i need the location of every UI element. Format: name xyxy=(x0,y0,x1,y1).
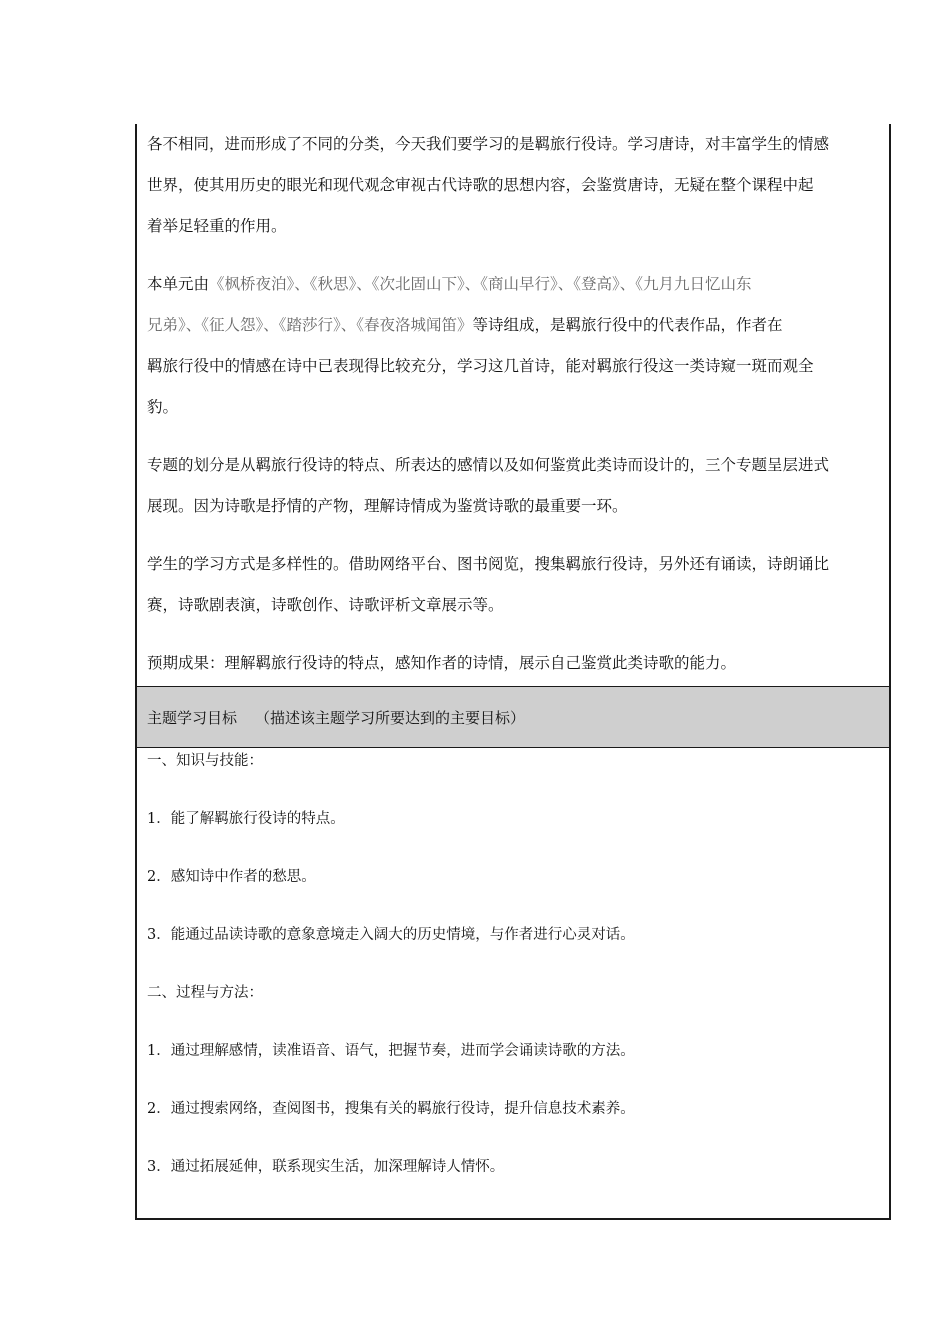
goal-item: 2．通过搜索网络，查阅图书，搜集有关的羁旅行役诗，提升信息技术素养。 xyxy=(147,1101,635,1117)
goal-item: 3．通过拓展延伸，联系现实生活，加深理解诗人情怀。 xyxy=(147,1159,505,1175)
lesson-plan-table xyxy=(135,124,891,1220)
poem-titles: 兄弟》、《征人怨》、《踏莎行》、《春夜洛城闻笛》 xyxy=(147,316,473,334)
goal-item: 1．能了解羁旅行役诗的特点。 xyxy=(147,811,345,827)
goal-item: 2．感知诗中作者的愁思。 xyxy=(147,869,316,885)
text-line: 专题的划分是从羁旅行役诗的特点、所表达的感情以及如何鉴赏此类诗而设计的，三个专题呈层进式 xyxy=(147,456,830,474)
section-title: 主题学习目标 xyxy=(147,708,238,727)
text-line: 着举足轻重的作用。 xyxy=(147,217,287,235)
intro-paragraph-4 xyxy=(147,544,879,626)
text-line: 本单元由 xyxy=(147,275,210,293)
text-line: 赛，诗歌剧表演，诗歌创作、诗歌评析文章展示等。 xyxy=(147,596,504,614)
intro-paragraph-5: 预期成果：理解羁旅行役诗的特点，感知作者的诗情，展示自己鉴赏此类诗歌的能力。 xyxy=(147,654,737,672)
intro-cell xyxy=(137,124,889,686)
goals-cell xyxy=(137,748,889,1218)
intro-paragraph-1 xyxy=(147,124,879,247)
text-line: 豹。 xyxy=(147,398,179,416)
goal-item: 1．通过理解感情，读准语音、语气，把握节奏，进而学会诵读诗歌的方法。 xyxy=(147,1043,635,1059)
goal-heading: 二、过程与方法： xyxy=(147,985,263,1001)
intro-paragraph-2 xyxy=(147,264,879,428)
goal-heading: 一、知识与技能： xyxy=(147,753,263,769)
text-line: 各不相同，进而形成了不同的分类，今天我们要学习的是羁旅行役诗。学习唐诗，对丰富学生的情感 xyxy=(147,135,830,153)
text-line: 等诗组成，是羁旅行役中的代表作品，作者在 xyxy=(472,316,783,334)
text-line: 展现。因为诗歌是抒情的产物，理解诗情成为鉴赏诗歌的最重要一环。 xyxy=(147,497,628,515)
poem-titles: 《枫桥夜泊》、《秋思》、《次北固山下》、《商山早行》、《登高》、《九月九日忆山东 xyxy=(209,275,752,293)
intro-paragraph-3 xyxy=(147,445,879,527)
text-line: 世界，使其用历史的眼光和现代观念审视古代诗歌的思想内容，会鉴赏唐诗，无疑在整个课程中起 xyxy=(147,176,814,194)
text-line: 学生的学习方式是多样性的。借助网络平台、图书阅览，搜集羁旅行役诗，另外还有诵读，诗朗诵比 xyxy=(147,555,830,573)
section-subtitle: （描述该主题学习所要达到的主要目标） xyxy=(255,708,526,727)
text-line: 羁旅行役中的情感在诗中已表现得比较充分，学习这几首诗，能对羁旅行役这一类诗窥一斑而观全 xyxy=(147,357,814,375)
section-header xyxy=(137,686,889,748)
goal-item: 3．能通过品读诗歌的意象意境走入阔大的历史情境，与作者进行心灵对话。 xyxy=(147,927,635,943)
